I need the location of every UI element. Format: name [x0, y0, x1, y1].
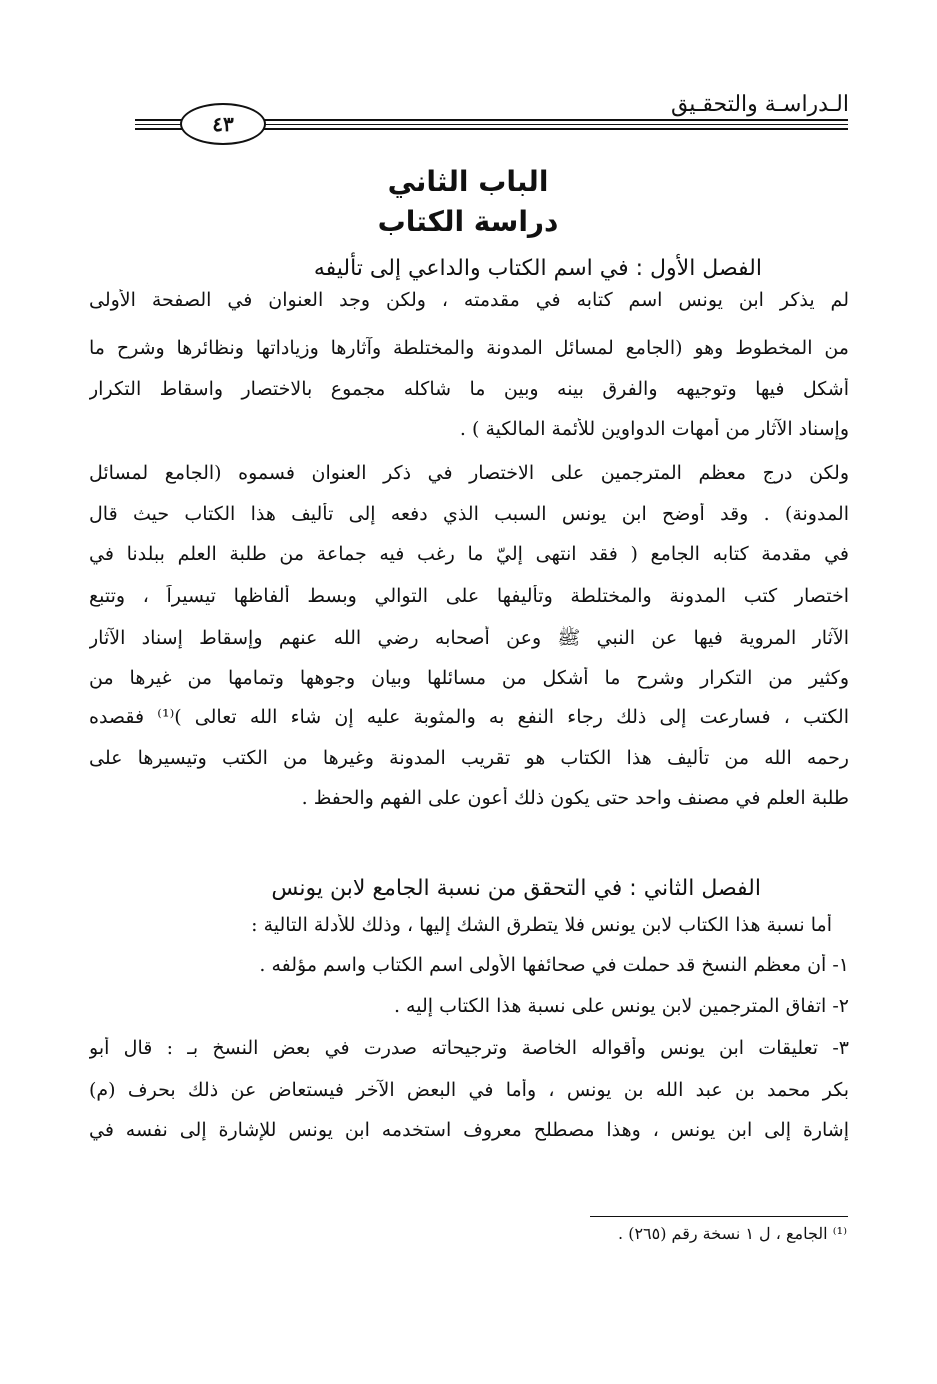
paragraph-line: ولكن درج معظم المترجمين على الاختصار في ذكر العنوان فسموه (الجامع لمسائل	[89, 462, 849, 484]
page-number-badge	[180, 103, 266, 145]
paragraph-line: أشكل فيها وتوجيهه والفرق بينه وبين ما شاكله مجموع بالاختصار واسقاط التكرار	[89, 378, 849, 400]
paragraph-line: من المخطوط وهو (الجامع لمسائل المدونة والمختلطة وآثارها وزياداتها ونظائرها وشرح ما	[89, 337, 849, 359]
running-header-title: الـدراسـة والتحقـيق	[670, 92, 849, 117]
paragraph-line: بكر محمد بن عبد الله بن يونس ، وأما في البعض الآخر فيستعاض عن ذلك بحرف (م)	[89, 1079, 849, 1101]
list-item: ١- أن معظم النسخ قد حملت في صحائفها الأولى اسم الكتاب واسم مؤلفه .	[259, 954, 849, 976]
paragraph-line: أما نسبة هذا الكتاب لابن يونس فلا يتطرق الشك إليها ، وذلك للأدلة التالية :	[251, 914, 832, 936]
paragraph-line: طلبة العلم في مصنف واحد حتى يكون ذلك أعون على الفهم والحفظ .	[301, 787, 849, 809]
section-1-title: الفصل الأول : في اسم الكتاب والداعي إلى تأليفه	[313, 256, 762, 281]
book-heading: دراسة الكتاب	[377, 205, 559, 238]
paragraph-line: وكثير من التكرار وشرح ما أشكل من مسائلها وبيان وجوهها وتمامها من غيرها من	[89, 667, 849, 689]
footnote: ⁽¹⁾ الجامع ، ل ١ نسخة رقم (٢٦٥) .	[618, 1224, 847, 1243]
list-item: ٢- اتفاق المترجمين لابن يونس على نسبة هذا الكتاب إليه .	[393, 995, 849, 1017]
paragraph-line: إشارة إلى ابن يونس ، وهذا مصطلح معروف استخدمه ابن يونس للإشارة إلى نفسه في	[89, 1119, 849, 1141]
section-2-title: الفصل الثاني : في التحقق من نسبة الجامع لابن يونس	[271, 876, 761, 901]
paragraph-line: المدونة) . وقد أوضح ابن يونس السبب الذي دفعه إلى تأليف هذا الكتاب حيث قال	[89, 503, 849, 525]
list-item: ٣- تعليقات ابن يونس وأقواله الخاصة وترجيحاته صدرت في بعض النسخ بـ : قال أبو	[89, 1037, 849, 1059]
paragraph-line: رحمه الله من تأليف هذا الكتاب هو تقريب المدونة وغيرها من الكتب وتيسيرها على	[89, 747, 849, 769]
paragraph-line: في مقدمة كتابه الجامع ( فقد انتهى إليّ ما رغب فيه جماعة من طلبة العلم ببلدنا في	[89, 543, 849, 565]
page-number: ٤٣	[212, 112, 234, 136]
part-heading: الباب الثاني	[387, 165, 549, 198]
paragraph-line: لم يذكر ابن يونس اسم كتابه في مقدمته ، ولكن وجد العنوان في الصفحة الأولى	[89, 289, 849, 311]
footnote-separator	[590, 1216, 848, 1217]
paragraph-line: الكتب ، فسارعت إلى ذلك رجاء النفع به والمثوبة عليه إن شاء الله تعالى )⁽¹⁾ فقصده	[89, 706, 849, 728]
paragraph-line: اختصار كتب المدونة والمختلطة وتأليفها على التوالي وبسط ألفاظها تيسيراً ، وتتبع	[89, 585, 849, 607]
paragraph-line: الآثار المروية فيها عن النبي ﷺ وعن أصحابه رضي الله عنهم وإسقاط إسناد الآثار	[89, 627, 849, 649]
paragraph-line: وإسناد الآثار من أمهات الدواوين للأئمة المالكية ) .	[459, 418, 849, 440]
